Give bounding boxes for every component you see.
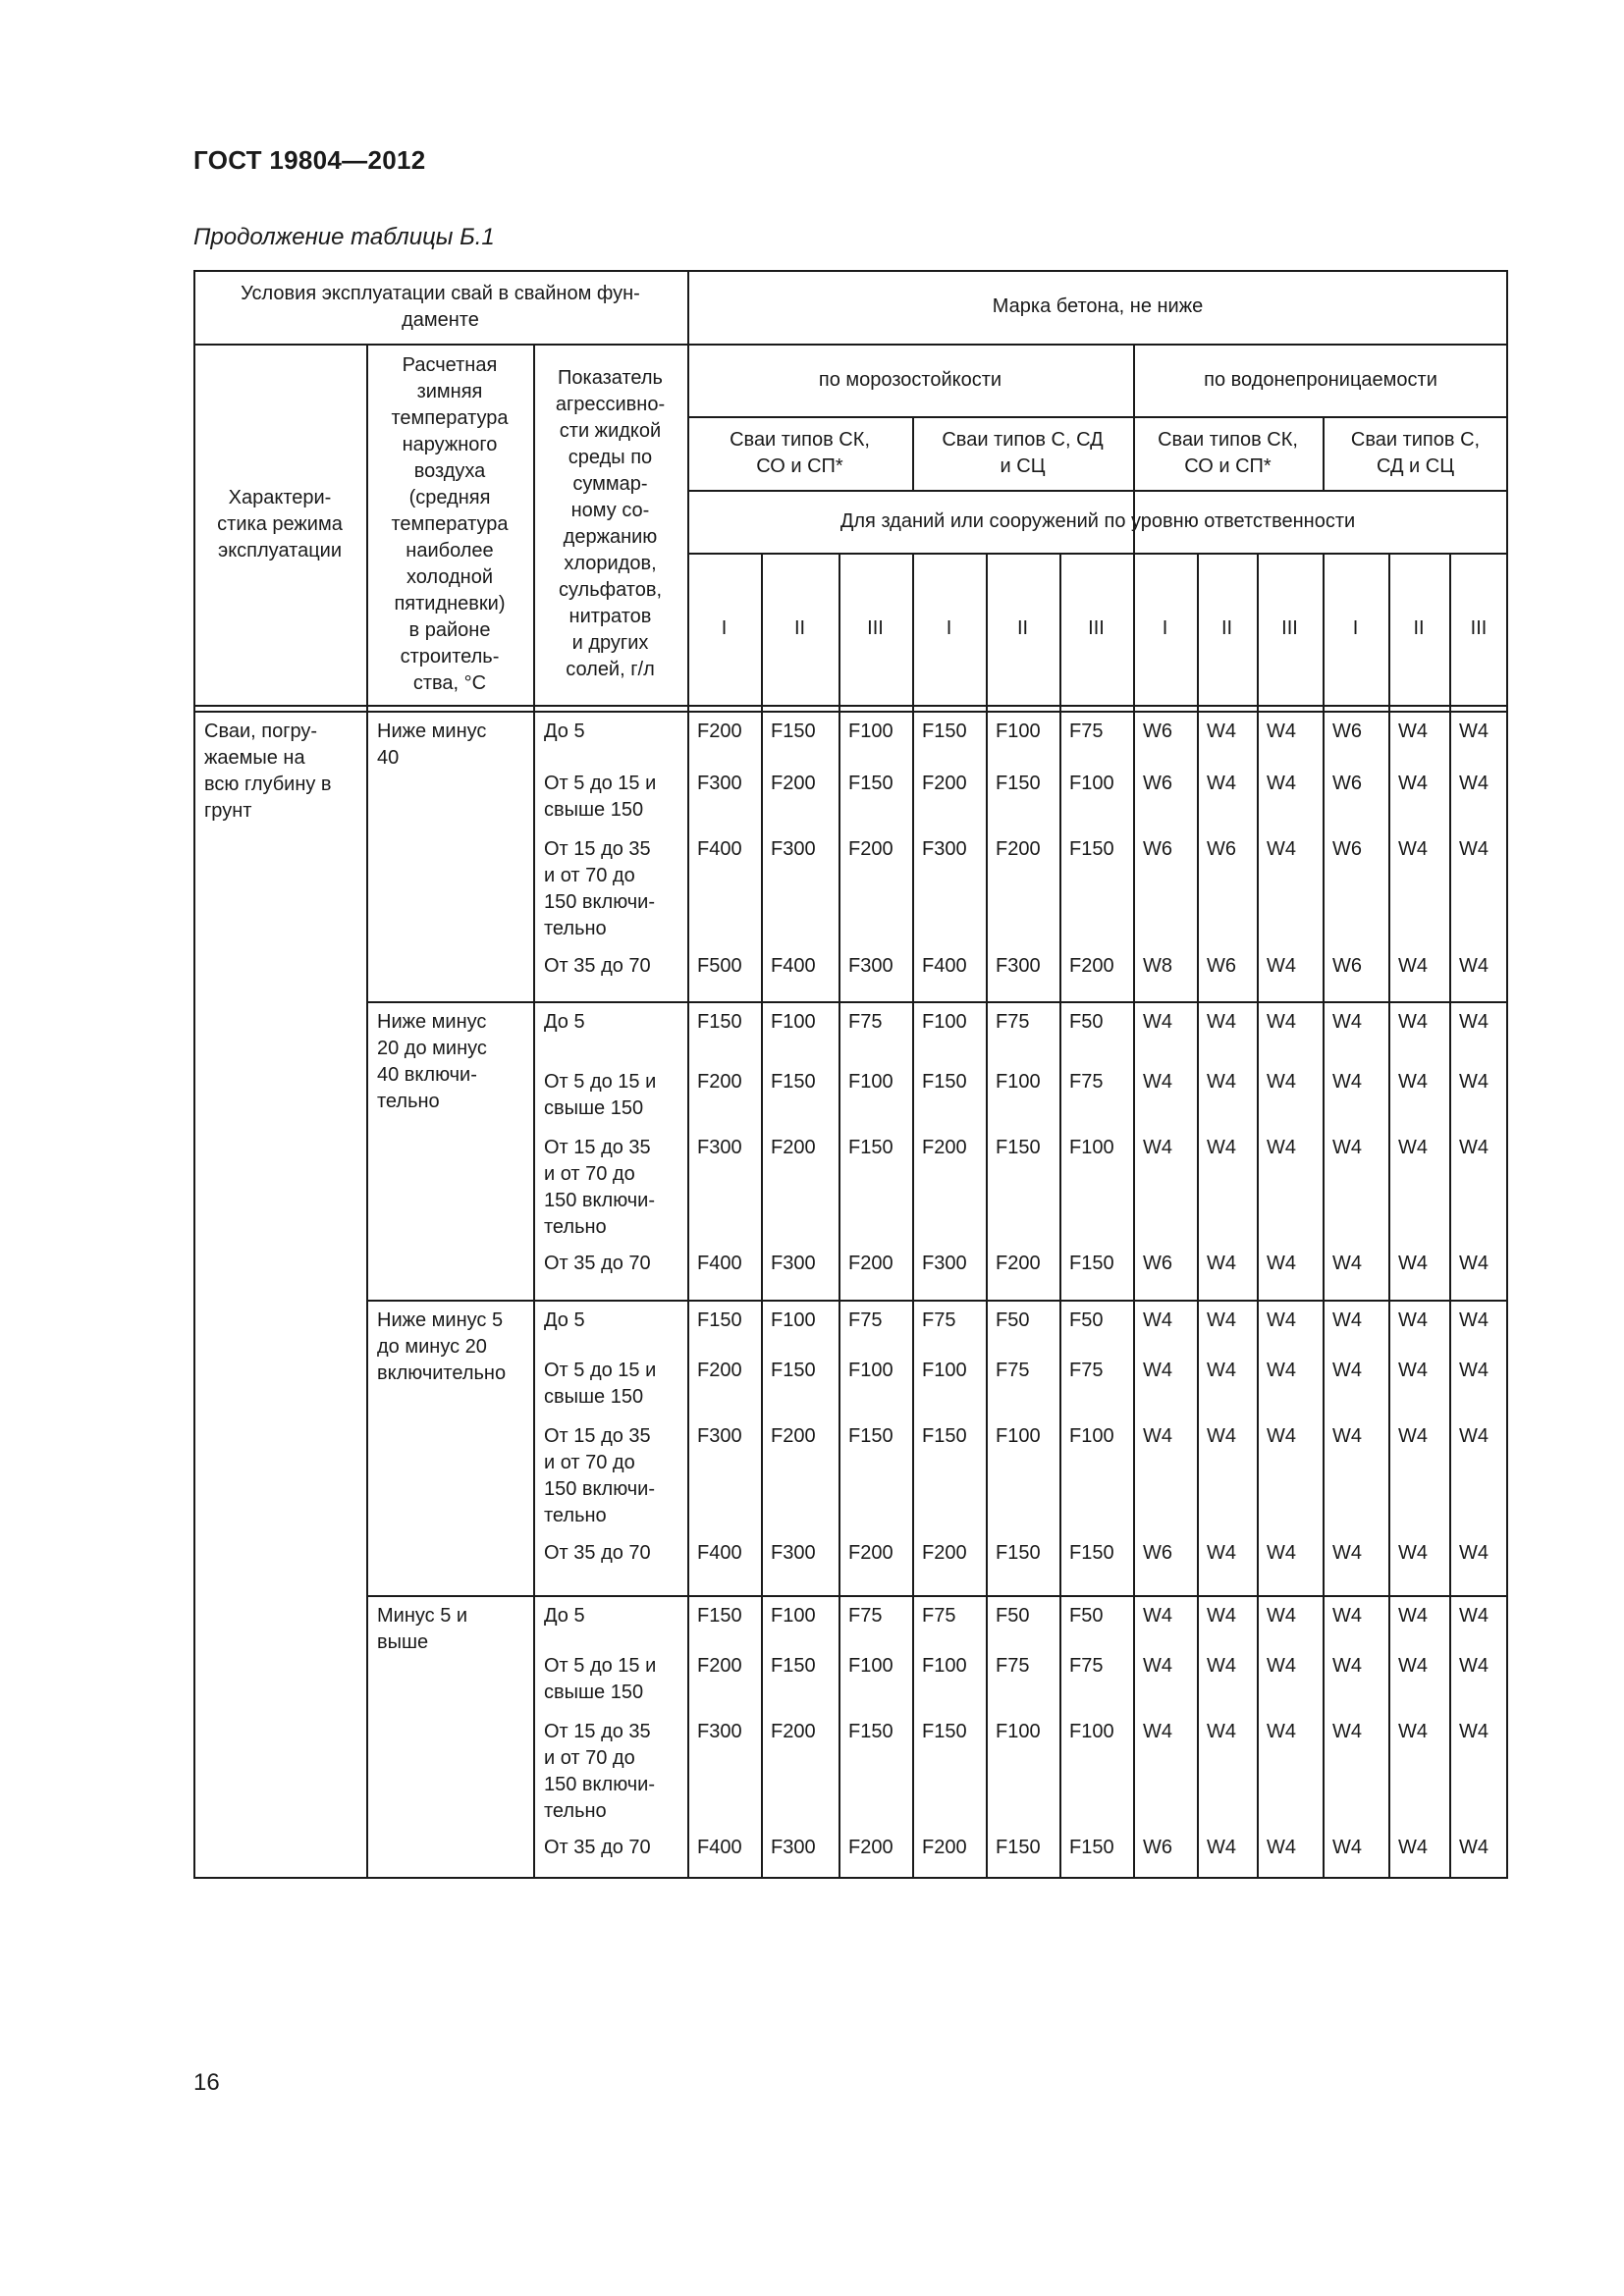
grade-value-cell: W4 (1398, 1425, 1428, 1447)
salt-content-cell: От 15 до 35 и от 70 до 150 включи- тельно (544, 838, 656, 939)
grade-value-cell: F150 (771, 721, 816, 742)
grade-value-cell: F150 (848, 773, 893, 794)
grade-value-cell: W4 (1143, 1011, 1172, 1033)
grade-value-cell: W4 (1207, 1360, 1236, 1381)
grade-value-cell: F300 (697, 773, 742, 794)
responsibility-header: Для зданий или сооружений по уровню ответственности (839, 509, 1356, 532)
grade-value-cell: F150 (1069, 1542, 1114, 1564)
grade-value-cell: F150 (771, 1360, 816, 1381)
grade-value-cell: F50 (1069, 1309, 1104, 1331)
header-end-rule (193, 711, 1508, 713)
column-rule (1323, 553, 1325, 1879)
grade-value-cell: W4 (1332, 1837, 1362, 1858)
salt-content-cell: От 5 до 15 и свыше 150 (544, 1655, 657, 1703)
grade-value-cell: F100 (1069, 1137, 1114, 1158)
column-rule (986, 553, 988, 1879)
grade-value-cell: F100 (848, 721, 893, 742)
column-rule (1449, 553, 1451, 1879)
grade-value-cell: W4 (1143, 1360, 1172, 1381)
grade-value-cell: W6 (1143, 773, 1172, 794)
grade-value-cell: W4 (1143, 1137, 1172, 1158)
grade-value-cell: W8 (1143, 955, 1172, 977)
salt-content-cell: До 5 (544, 1605, 585, 1627)
grade-value-cell: F100 (771, 1309, 816, 1331)
grade-value-cell: W4 (1267, 1360, 1296, 1381)
grade-value-cell: W4 (1398, 1309, 1428, 1331)
grade-value-cell: F75 (1069, 721, 1104, 742)
grade-value-cell: W4 (1267, 955, 1296, 977)
grade-value-cell: F50 (996, 1309, 1030, 1331)
grade-value-cell: W4 (1143, 1655, 1172, 1677)
grade-value-cell: F100 (922, 1360, 967, 1381)
grade-value-cell: F75 (996, 1360, 1030, 1381)
concrete-grade-header: Марка бетона, не ниже (992, 295, 1204, 317)
grade-value-cell: W4 (1267, 1011, 1296, 1033)
grade-value-cell: F300 (697, 1425, 742, 1447)
grade-value-cell: F50 (996, 1605, 1030, 1627)
grade-value-cell: F75 (996, 1011, 1030, 1033)
grade-value-cell: F150 (1069, 838, 1114, 860)
grade-value-cell: W4 (1398, 773, 1428, 794)
salt-content-cell: От 15 до 35 и от 70 до 150 включи- тельно (544, 1425, 656, 1526)
grade-value-cell: W6 (1332, 838, 1362, 860)
grade-value-cell: W6 (1332, 773, 1362, 794)
grade-value-cell: F200 (996, 1253, 1041, 1274)
grade-value-cell: W4 (1207, 1605, 1236, 1627)
water-resistance-header: по водонепроницаемости (1204, 368, 1437, 391)
grade-value-cell: W4 (1267, 721, 1296, 742)
grade-value-cell: W4 (1398, 1137, 1428, 1158)
salt-content-cell: От 15 до 35 и от 70 до 150 включи- тельно (544, 1137, 656, 1238)
grade-value-cell: W4 (1207, 1253, 1236, 1274)
responsibility-level: I (946, 617, 952, 639)
pile-group-header: Сваи типов СК, СО и СП* (1158, 428, 1298, 477)
grade-value-cell: F100 (848, 1655, 893, 1677)
salt-content-cell: От 5 до 15 и свыше 150 (544, 1360, 657, 1408)
document-header: ГОСТ 19804—2012 (193, 145, 426, 175)
grade-value-cell: F150 (848, 1425, 893, 1447)
grade-value-cell: W4 (1207, 1137, 1236, 1158)
grade-value-cell: W4 (1459, 1309, 1489, 1331)
grade-value-cell: F150 (1069, 1837, 1114, 1858)
grade-value-cell: F50 (1069, 1605, 1104, 1627)
temperature-cell: Ниже минус 40 (377, 721, 487, 769)
grade-value-cell: F150 (996, 1837, 1041, 1858)
grade-value-cell: F200 (996, 838, 1041, 860)
grade-value-cell: W4 (1143, 1425, 1172, 1447)
grade-value-cell: W4 (1459, 1425, 1489, 1447)
grade-value-cell: W4 (1459, 838, 1489, 860)
grade-value-cell: F200 (771, 1721, 816, 1742)
responsibility-level: II (1016, 617, 1029, 639)
salt-content-cell: От 35 до 70 (544, 1837, 651, 1858)
grade-value-cell: F75 (922, 1309, 956, 1331)
grade-value-cell: W4 (1459, 1542, 1489, 1564)
grade-value-cell: W4 (1267, 1425, 1296, 1447)
grade-value-cell: F200 (771, 1425, 816, 1447)
grade-value-cell: W4 (1207, 1309, 1236, 1331)
grade-value-cell: F100 (1069, 1721, 1114, 1742)
grade-value-cell: F400 (697, 1837, 742, 1858)
grade-value-cell: F200 (922, 1542, 967, 1564)
grade-value-cell: F200 (697, 1071, 742, 1093)
grade-value-cell: F200 (922, 1837, 967, 1858)
grade-value-cell: W4 (1332, 1071, 1362, 1093)
grade-value-cell: W4 (1143, 1071, 1172, 1093)
grade-value-cell: F150 (1069, 1253, 1114, 1274)
grade-value-cell: F100 (1069, 1425, 1114, 1447)
grade-value-cell: F200 (771, 773, 816, 794)
grade-value-cell: W4 (1332, 1655, 1362, 1677)
grade-value-cell: W4 (1207, 1721, 1236, 1742)
grade-value-cell: W4 (1398, 1071, 1428, 1093)
grade-value-cell: W6 (1143, 1253, 1172, 1274)
grade-value-cell: F100 (922, 1011, 967, 1033)
grade-value-cell: W4 (1332, 1137, 1362, 1158)
responsibility-level: III (1470, 617, 1488, 639)
grade-value-cell: W4 (1207, 721, 1236, 742)
salt-content-cell: От 35 до 70 (544, 1542, 651, 1564)
grade-value-cell: F100 (996, 1721, 1041, 1742)
frost-resistance-header: по морозостойкости (818, 368, 1002, 391)
grade-value-cell: W4 (1143, 1309, 1172, 1331)
group-rule (366, 1595, 1508, 1597)
grade-value-cell: F150 (697, 1605, 742, 1627)
grade-value-cell: F300 (922, 838, 967, 860)
responsibility-level: III (1088, 617, 1105, 639)
salt-content-cell: До 5 (544, 1309, 585, 1331)
grade-value-cell: F200 (848, 1542, 893, 1564)
grade-value-cell: W4 (1332, 1542, 1362, 1564)
grade-value-cell: W4 (1207, 1425, 1236, 1447)
grade-value-cell: W6 (1207, 955, 1236, 977)
grade-value-cell: W4 (1267, 1837, 1296, 1858)
column-rule (1059, 553, 1061, 1879)
grade-value-cell: F100 (996, 1425, 1041, 1447)
grade-value-cell: F150 (697, 1011, 742, 1033)
grade-value-cell: W4 (1332, 1721, 1362, 1742)
grade-value-cell: W4 (1332, 1360, 1362, 1381)
aggressiveness-header: Показатель агрессивно- сти жидкой среды по суммар- ному со- держанию хлоридов, сульфатов, нитратов и других солей, г/л (555, 367, 666, 680)
grade-value-cell: W4 (1332, 1605, 1362, 1627)
grade-value-cell: W4 (1398, 1360, 1428, 1381)
grade-value-cell: F100 (1069, 773, 1114, 794)
grade-value-cell: F150 (697, 1309, 742, 1331)
header-end-rule (193, 705, 1508, 707)
grade-value-cell: W4 (1267, 1071, 1296, 1093)
grade-value-cell: W4 (1267, 1605, 1296, 1627)
grade-value-cell: W4 (1459, 1253, 1489, 1274)
grade-value-cell: F75 (848, 1605, 883, 1627)
grade-value-cell: W4 (1332, 1425, 1362, 1447)
grade-value-cell: F500 (697, 955, 742, 977)
pile-group-header: Сваи типов СК, СО и СП* (730, 428, 870, 477)
responsibility-level: II (793, 617, 806, 639)
grade-value-cell: W6 (1143, 721, 1172, 742)
responsibility-level: II (1220, 617, 1233, 639)
responsibility-level: I (1352, 617, 1359, 639)
column-rule (839, 553, 840, 1879)
column-rule (1388, 553, 1390, 1879)
grade-value-cell: W4 (1267, 1253, 1296, 1274)
column-rule (912, 553, 914, 1879)
salt-content-cell: От 35 до 70 (544, 955, 651, 977)
grade-value-cell: F200 (848, 838, 893, 860)
grade-value-cell: W4 (1459, 1721, 1489, 1742)
grade-value-cell: W4 (1207, 1542, 1236, 1564)
grade-value-cell: W4 (1143, 1721, 1172, 1742)
grade-value-cell: F150 (771, 1655, 816, 1677)
salt-content-cell: От 15 до 35 и от 70 до 150 включи- тельно (544, 1721, 656, 1822)
responsibility-level: I (1162, 617, 1168, 639)
grade-value-cell: W4 (1332, 1253, 1362, 1274)
grade-value-cell: W6 (1143, 1837, 1172, 1858)
grade-value-cell: W4 (1459, 1837, 1489, 1858)
page-number: 16 (193, 2069, 220, 2096)
grade-value-cell: W4 (1332, 1309, 1362, 1331)
grade-value-cell: F200 (848, 1253, 893, 1274)
grade-value-cell: W4 (1207, 1655, 1236, 1677)
grade-value-cell: F300 (697, 1721, 742, 1742)
grade-value-cell: W4 (1332, 1011, 1362, 1033)
grade-value-cell: F50 (1069, 1011, 1104, 1033)
salt-content-cell: До 5 (544, 721, 585, 742)
grade-value-cell: W4 (1207, 1837, 1236, 1858)
grade-value-cell: F100 (771, 1011, 816, 1033)
grade-value-cell: W4 (1267, 1542, 1296, 1564)
grade-value-cell: W4 (1398, 1605, 1428, 1627)
grade-value-cell: W6 (1143, 1542, 1172, 1564)
grade-value-cell: W4 (1459, 1605, 1489, 1627)
column-rule (1257, 553, 1259, 1879)
responsibility-level: III (1281, 617, 1298, 639)
concrete-grade-table (193, 270, 1508, 1879)
grade-value-cell: W4 (1267, 838, 1296, 860)
conditions-header: Условия эксплуатации свай в свайном фун- даменте (241, 282, 640, 331)
grade-value-cell: F100 (996, 1071, 1041, 1093)
salt-content-cell: До 5 (544, 1011, 585, 1033)
table-caption: Продолжение таблицы Б.1 (193, 224, 495, 250)
grade-value-cell: F75 (996, 1655, 1030, 1677)
grade-value-cell: W4 (1398, 1837, 1428, 1858)
grade-value-cell: W4 (1267, 1721, 1296, 1742)
grade-value-cell: F75 (1069, 1071, 1104, 1093)
grade-value-cell: F100 (848, 1071, 893, 1093)
grade-value-cell: F75 (848, 1011, 883, 1033)
grade-value-cell: W4 (1398, 955, 1428, 977)
grade-value-cell: W4 (1267, 1309, 1296, 1331)
grade-value-cell: F400 (771, 955, 816, 977)
group-rule (366, 1001, 1508, 1003)
group-rule (366, 1300, 1508, 1302)
grade-value-cell: F150 (996, 1542, 1041, 1564)
grade-value-cell: W4 (1459, 721, 1489, 742)
pile-group-header: Сваи типов С, СД и СЦ (1350, 428, 1481, 477)
grade-value-cell: F200 (848, 1837, 893, 1858)
grade-value-cell: F150 (848, 1137, 893, 1158)
grade-value-cell: F150 (922, 1425, 967, 1447)
grade-value-cell: W4 (1398, 1011, 1428, 1033)
grade-value-cell: F75 (1069, 1655, 1104, 1677)
grade-value-cell: W4 (1207, 1071, 1236, 1093)
grade-value-cell: W4 (1459, 1137, 1489, 1158)
grade-value-cell: F300 (996, 955, 1041, 977)
grade-value-cell: F75 (922, 1605, 956, 1627)
operation-mode-cell: Сваи, погру- жаемые на всю глубину в грунт (204, 721, 332, 822)
grade-value-cell: F200 (922, 773, 967, 794)
grade-value-cell: F400 (922, 955, 967, 977)
grade-value-cell: F75 (848, 1309, 883, 1331)
grade-value-cell: F400 (697, 838, 742, 860)
temperature-cell: Ниже минус 5 до минус 20 включительно (377, 1309, 507, 1384)
grade-value-cell: F300 (697, 1137, 742, 1158)
grade-value-cell: W4 (1207, 773, 1236, 794)
salt-content-cell: От 35 до 70 (544, 1253, 651, 1274)
grade-value-cell: W4 (1398, 1542, 1428, 1564)
grade-value-cell: F200 (697, 1655, 742, 1677)
responsibility-level: I (721, 617, 728, 639)
grade-value-cell: F300 (771, 1253, 816, 1274)
temperature-header: Расчетная зимняя температура наружного воздуха (средняя температура наиболее холодной пятидневки) в районе строитель- ства, °С (391, 353, 509, 694)
characteristic-header: Характери- стика режима эксплуатации (217, 486, 343, 561)
grade-value-cell: F100 (996, 721, 1041, 742)
grade-value-cell: W4 (1398, 1721, 1428, 1742)
grade-value-cell: W4 (1459, 1071, 1489, 1093)
grade-value-cell: F75 (1069, 1360, 1104, 1381)
grade-value-cell: F200 (697, 721, 742, 742)
grade-value-cell: F200 (922, 1137, 967, 1158)
grade-value-cell: W6 (1332, 955, 1362, 977)
grade-value-cell: W4 (1459, 955, 1489, 977)
grade-value-cell: F100 (771, 1605, 816, 1627)
grade-value-cell: W4 (1459, 773, 1489, 794)
grade-value-cell: W4 (1459, 1360, 1489, 1381)
grade-value-cell: F150 (771, 1071, 816, 1093)
grade-value-cell: F400 (697, 1253, 742, 1274)
grade-value-cell: W4 (1143, 1605, 1172, 1627)
grade-value-cell: F150 (996, 773, 1041, 794)
grade-value-cell: F300 (848, 955, 893, 977)
grade-value-cell: F300 (771, 838, 816, 860)
grade-value-cell: W6 (1143, 838, 1172, 860)
grade-value-cell: W6 (1332, 721, 1362, 742)
column-rule (761, 553, 763, 1879)
pile-group-header: Сваи типов С, СД и СЦ (942, 428, 1104, 477)
grade-value-cell: W6 (1207, 838, 1236, 860)
grade-value-cell: F100 (922, 1655, 967, 1677)
grade-value-cell: F200 (771, 1137, 816, 1158)
grade-value-cell: F300 (771, 1542, 816, 1564)
grade-value-cell: F400 (697, 1542, 742, 1564)
grade-value-cell: W4 (1267, 773, 1296, 794)
grade-value-cell: F200 (1069, 955, 1114, 977)
grade-value-cell: W4 (1398, 721, 1428, 742)
grade-value-cell: F300 (922, 1253, 967, 1274)
grade-value-cell: W4 (1459, 1655, 1489, 1677)
grade-value-cell: W4 (1459, 1011, 1489, 1033)
temperature-cell: Ниже минус 20 до минус 40 включи- тельно (377, 1011, 487, 1112)
grade-value-cell: W4 (1398, 1655, 1428, 1677)
salt-content-cell: От 5 до 15 и свыше 150 (544, 773, 657, 821)
column-rule (1197, 553, 1199, 1879)
grade-value-cell: F100 (848, 1360, 893, 1381)
grade-value-cell: W4 (1398, 838, 1428, 860)
temperature-cell: Минус 5 и выше (377, 1605, 468, 1653)
grade-value-cell: F150 (922, 721, 967, 742)
grade-value-cell: F150 (848, 1721, 893, 1742)
responsibility-level: II (1413, 617, 1425, 639)
grade-value-cell: W4 (1267, 1137, 1296, 1158)
grade-value-cell: F150 (922, 1071, 967, 1093)
grade-value-cell: W4 (1398, 1253, 1428, 1274)
salt-content-cell: От 5 до 15 и свыше 150 (544, 1071, 657, 1119)
grade-value-cell: F200 (697, 1360, 742, 1381)
grade-value-cell: F150 (922, 1721, 967, 1742)
grade-value-cell: F300 (771, 1837, 816, 1858)
responsibility-level: III (867, 617, 884, 639)
grade-value-cell: F150 (996, 1137, 1041, 1158)
grade-value-cell: W4 (1207, 1011, 1236, 1033)
grade-value-cell: W4 (1267, 1655, 1296, 1677)
